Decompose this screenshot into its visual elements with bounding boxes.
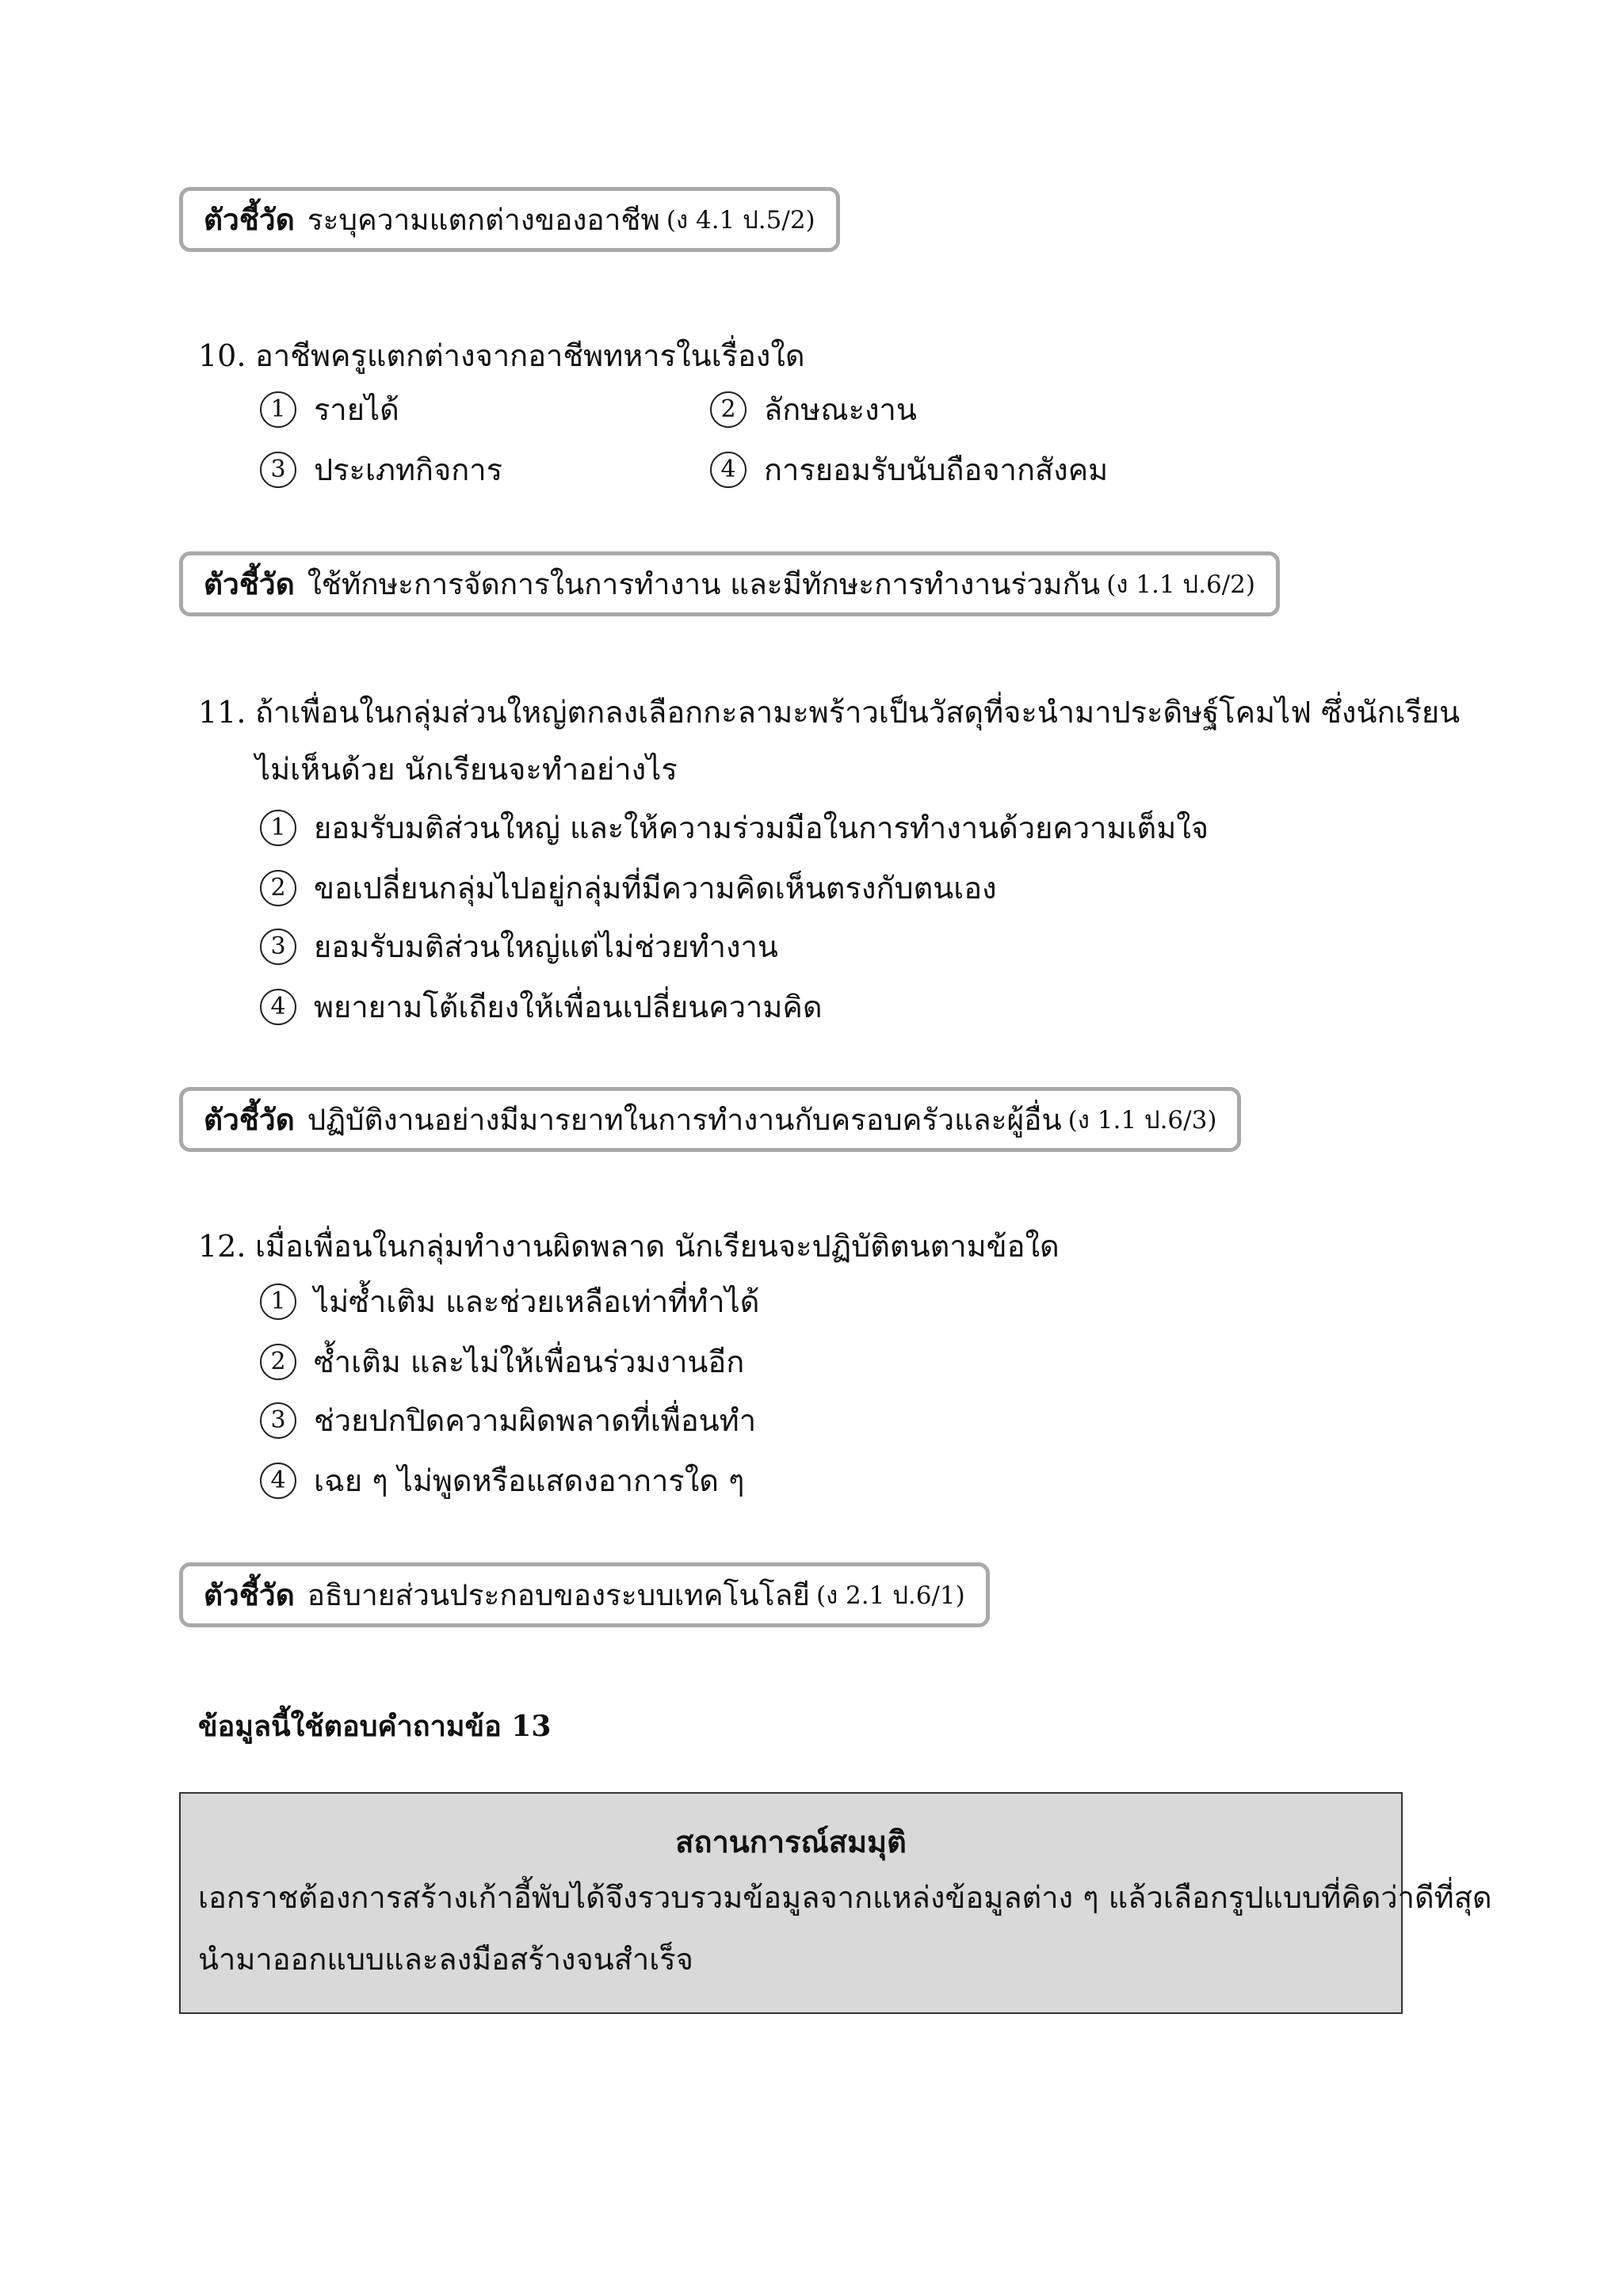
choice-number-circle: 1 <box>260 1283 296 1320</box>
choice-text: พยายามโต้เถียงให้เพื่อนเปลี่ยนความคิด <box>314 990 823 1024</box>
scenario-title: สถานการณ์สมมุติ <box>675 1824 907 1859</box>
choice-11-1[interactable] <box>260 803 1209 852</box>
indicator-label: ตัวชี้วัด <box>204 566 295 601</box>
info-note: ข้อมูลนี้ใช้ตอบคำถามข้อ 13 <box>198 1710 552 1743</box>
choice-number-circle: 4 <box>260 989 296 1025</box>
choice-text: รายได้ <box>314 392 399 427</box>
choice-number-circle: 3 <box>260 452 296 488</box>
indicator-label: ตัวชี้วัด <box>204 201 295 237</box>
indicator-box-1 <box>179 187 840 252</box>
question-12 <box>198 1222 1060 1270</box>
choice-text: ยอมรับมติส่วนใหญ่แต่ไม่ช่วยทำงาน <box>314 929 778 964</box>
question-number: 12. <box>198 1229 246 1264</box>
indicator-code: (ง 1.1 ป.6/2) <box>1106 570 1255 599</box>
choice-11-3[interactable] <box>260 922 778 971</box>
indicator-text: ปฏิบัติงานอย่างมีมารยาทในการทำงานกับครอบครัวและผู้อื่น <box>307 1102 1062 1137</box>
indicator-box-4 <box>179 1562 990 1627</box>
choice-10-1[interactable] <box>260 385 399 433</box>
question-number: 10. <box>198 338 246 373</box>
indicator-code: (ง 1.1 ป.6/3) <box>1067 1106 1217 1135</box>
choice-12-3[interactable] <box>260 1396 756 1444</box>
choice-text: ลักษณะงาน <box>764 392 917 427</box>
question-text-continued: ไม่เห็นด้วย นักเรียนจะทำอย่างไร <box>255 752 678 787</box>
choice-number-circle: 1 <box>260 391 296 428</box>
choice-text: เฉย ๆ ไม่พูดหรือแสดงอาการใด ๆ <box>314 1463 745 1498</box>
indicator-label: ตัวชี้วัด <box>204 1577 295 1612</box>
choice-text: ยอมรับมติส่วนใหญ่ และให้ความร่วมมือในการทำงานด้วยความเต็มใจ <box>314 810 1209 845</box>
choice-number-circle: 1 <box>260 810 296 846</box>
question-text: ถ้าเพื่อนในกลุ่มส่วนใหญ่ตกลงเลือกกะลามะพร้าวเป็นวัสดุที่จะนำมาประดิษฐ์โคมไฟ ซึ่งนักเรียน <box>255 695 1461 730</box>
question-10 <box>198 331 805 379</box>
choice-number-circle: 2 <box>260 1344 296 1380</box>
choice-12-4[interactable] <box>260 1456 744 1505</box>
choice-11-4[interactable] <box>260 982 823 1031</box>
indicator-box-2 <box>179 551 1280 616</box>
indicator-text: ระบุความแตกต่างของอาชีพ <box>307 202 660 237</box>
indicator-text: อธิบายส่วนประกอบของระบบเทคโนโลยี <box>307 1577 810 1612</box>
choice-text: ขอเปลี่ยนกลุ่มไปอยู่กลุ่มที่มีความคิดเห็นตรงกับตนเอง <box>314 871 997 906</box>
choice-number-circle: 3 <box>260 1402 296 1439</box>
indicator-box-3 <box>179 1087 1241 1152</box>
indicator-code: (ง 4.1 ป.5/2) <box>666 206 815 235</box>
indicator-label: ตัวชี้วัด <box>204 1101 295 1137</box>
choice-12-1[interactable] <box>260 1277 759 1325</box>
question-text: เมื่อเพื่อนในกลุ่มทำงานผิดพลาด นักเรียนจะปฏิบัติตนตามข้อใด <box>255 1229 1060 1264</box>
question-11 <box>198 688 1461 787</box>
scenario-line-1: เอกราชต้องการสร้างเก้าอี้พับได้จึงรวบรวมข้อมูลจากแหล่งข้อมูลต่าง ๆ แล้วเลือกรูปแบบที่คิดว่าดีที่สุด <box>198 1880 1492 1915</box>
indicator-code: (ง 2.1 ป.6/1) <box>815 1581 965 1610</box>
choice-12-2[interactable] <box>260 1337 744 1386</box>
choice-10-2[interactable] <box>710 385 917 433</box>
choice-number-circle: 2 <box>260 870 296 906</box>
choice-text: ไม่ซ้ำเติม และช่วยเหลือเท่าที่ทำได้ <box>314 1284 760 1319</box>
choice-text: ช่วยปกปิดความผิดพลาดที่เพื่อนทำ <box>314 1403 757 1438</box>
scenario-box <box>179 1792 1492 2014</box>
choice-number-circle: 2 <box>710 391 747 428</box>
choice-number-circle: 3 <box>260 929 296 965</box>
question-text: อาชีพครูแตกต่างจากอาชีพทหารในเรื่องใด <box>255 338 805 373</box>
choice-number-circle: 4 <box>260 1463 296 1499</box>
choice-text: การยอมรับนับถือจากสังคม <box>764 452 1109 487</box>
indicator-text: ใช้ทักษะการจัดการในการทำงาน และมีทักษะการทำงานร่วมกัน <box>307 566 1101 601</box>
choice-number-circle: 4 <box>710 452 747 488</box>
choice-11-2[interactable] <box>260 864 997 912</box>
question-number: 11. <box>198 695 246 730</box>
scenario-line-2: นำมาออกแบบและลงมือสร้างจนสำเร็จ <box>198 1942 693 1977</box>
choice-10-3[interactable] <box>260 445 502 494</box>
choice-10-4[interactable] <box>710 445 1108 494</box>
choice-text: ประเภทกิจการ <box>314 452 503 487</box>
choice-text: ซ้ำเติม และไม่ให้เพื่อนร่วมงานอีก <box>314 1344 745 1379</box>
